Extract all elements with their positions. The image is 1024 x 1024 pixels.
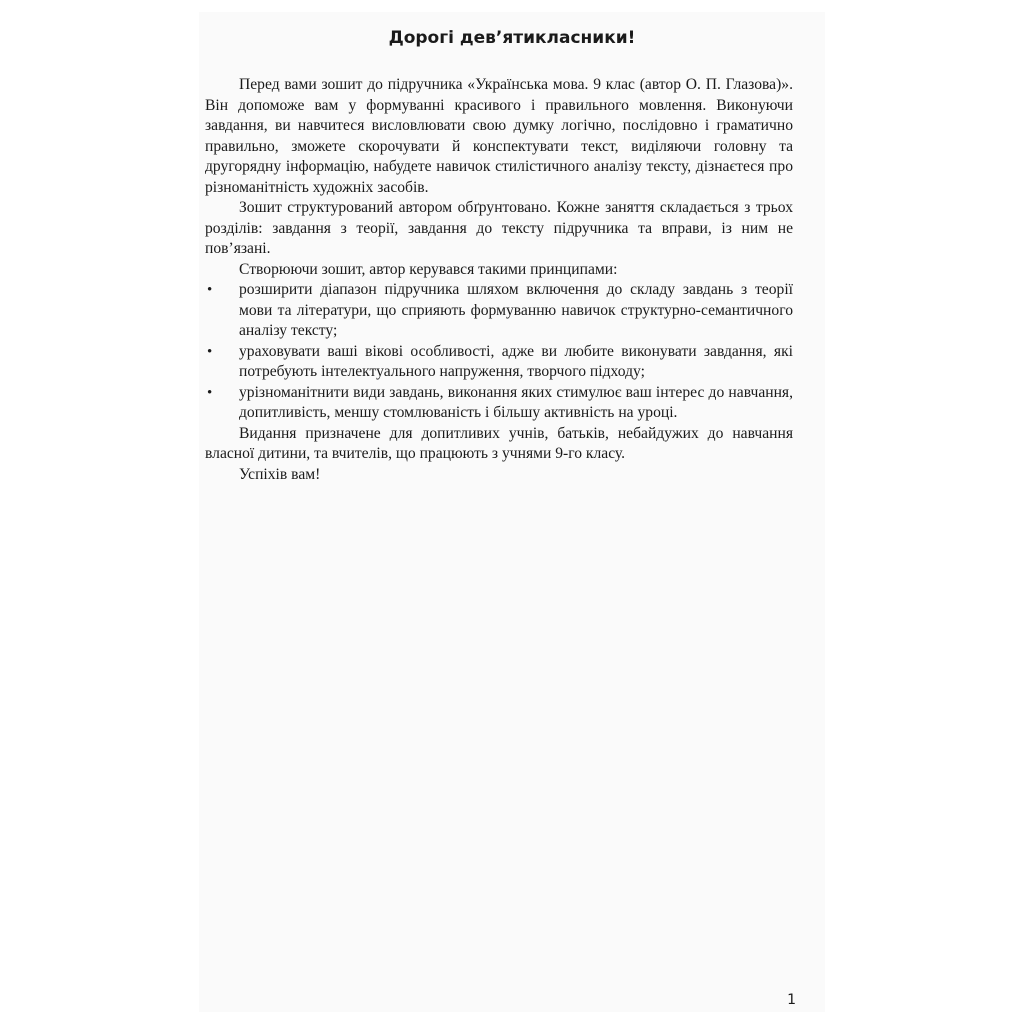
page-title: Дорогі дев’ятикласники!: [388, 28, 636, 48]
list-item-text: ураховувати ваші вікові особливості, адже ви любите виконувати завдання, які потребують інтелектуального напруження, творчого підходу;: [239, 342, 793, 380]
closing-paragraph: Успіхів вам!: [239, 465, 321, 483]
intro-paragraph: Перед вами зошит до підручника «Українська мова. 9 клас (автор О. П. Глазова)». Він допоможе вам у формуванні красивого і правильного мовлення. Виконуючи завдання, ви навчитеся висловлювати свою думку логічно, послідовно і граматично правильно, зможете скорочувати й конспектувати текст, виділяючи головну та другорядну інформацію, набудете навичок стилістичного аналізу тексту, дізнаєтеся про різноманітність художніх засобів.: [205, 76, 793, 196]
document-body: [205, 75, 793, 485]
list-item: [205, 383, 793, 424]
bullet-icon: •: [207, 384, 213, 401]
bullet-icon: •: [207, 282, 213, 298]
structure-paragraph: Зошит структурований автором обґрунтовано. Кожне заняття складається з трьох розділів: завдання з теорії, завдання до тексту підручника та вправи, із ним не пов’язані.: [205, 199, 793, 257]
audience-paragraph: Видання призначене для допитливих учнів, батьків, небайдужих до навчання власної дитини, та вчителів, що працюють з учнями 9-го класу.: [205, 424, 793, 462]
principles-intro-paragraph: Створюючи зошит, автор керувався такими принципами:: [239, 260, 618, 278]
list-item-text: урізноманітнити види завдань, виконання яких стимулює ваш інтерес до навчання, допитливість, меншу стомлюваність і більшу активність на уроці.: [239, 383, 793, 421]
principles-list: [205, 280, 793, 424]
page-number: 1: [787, 992, 796, 1008]
list-item-text: розширити діапазон підручника шляхом включення до складу завдань з теорії мови та літератури, що сприяють формуванню навичок структурно-семантичного аналізу тексту;: [239, 281, 793, 339]
list-item: [205, 280, 793, 342]
document-page: [199, 12, 825, 1012]
bullet-icon: •: [207, 343, 213, 360]
list-item: [205, 342, 793, 383]
